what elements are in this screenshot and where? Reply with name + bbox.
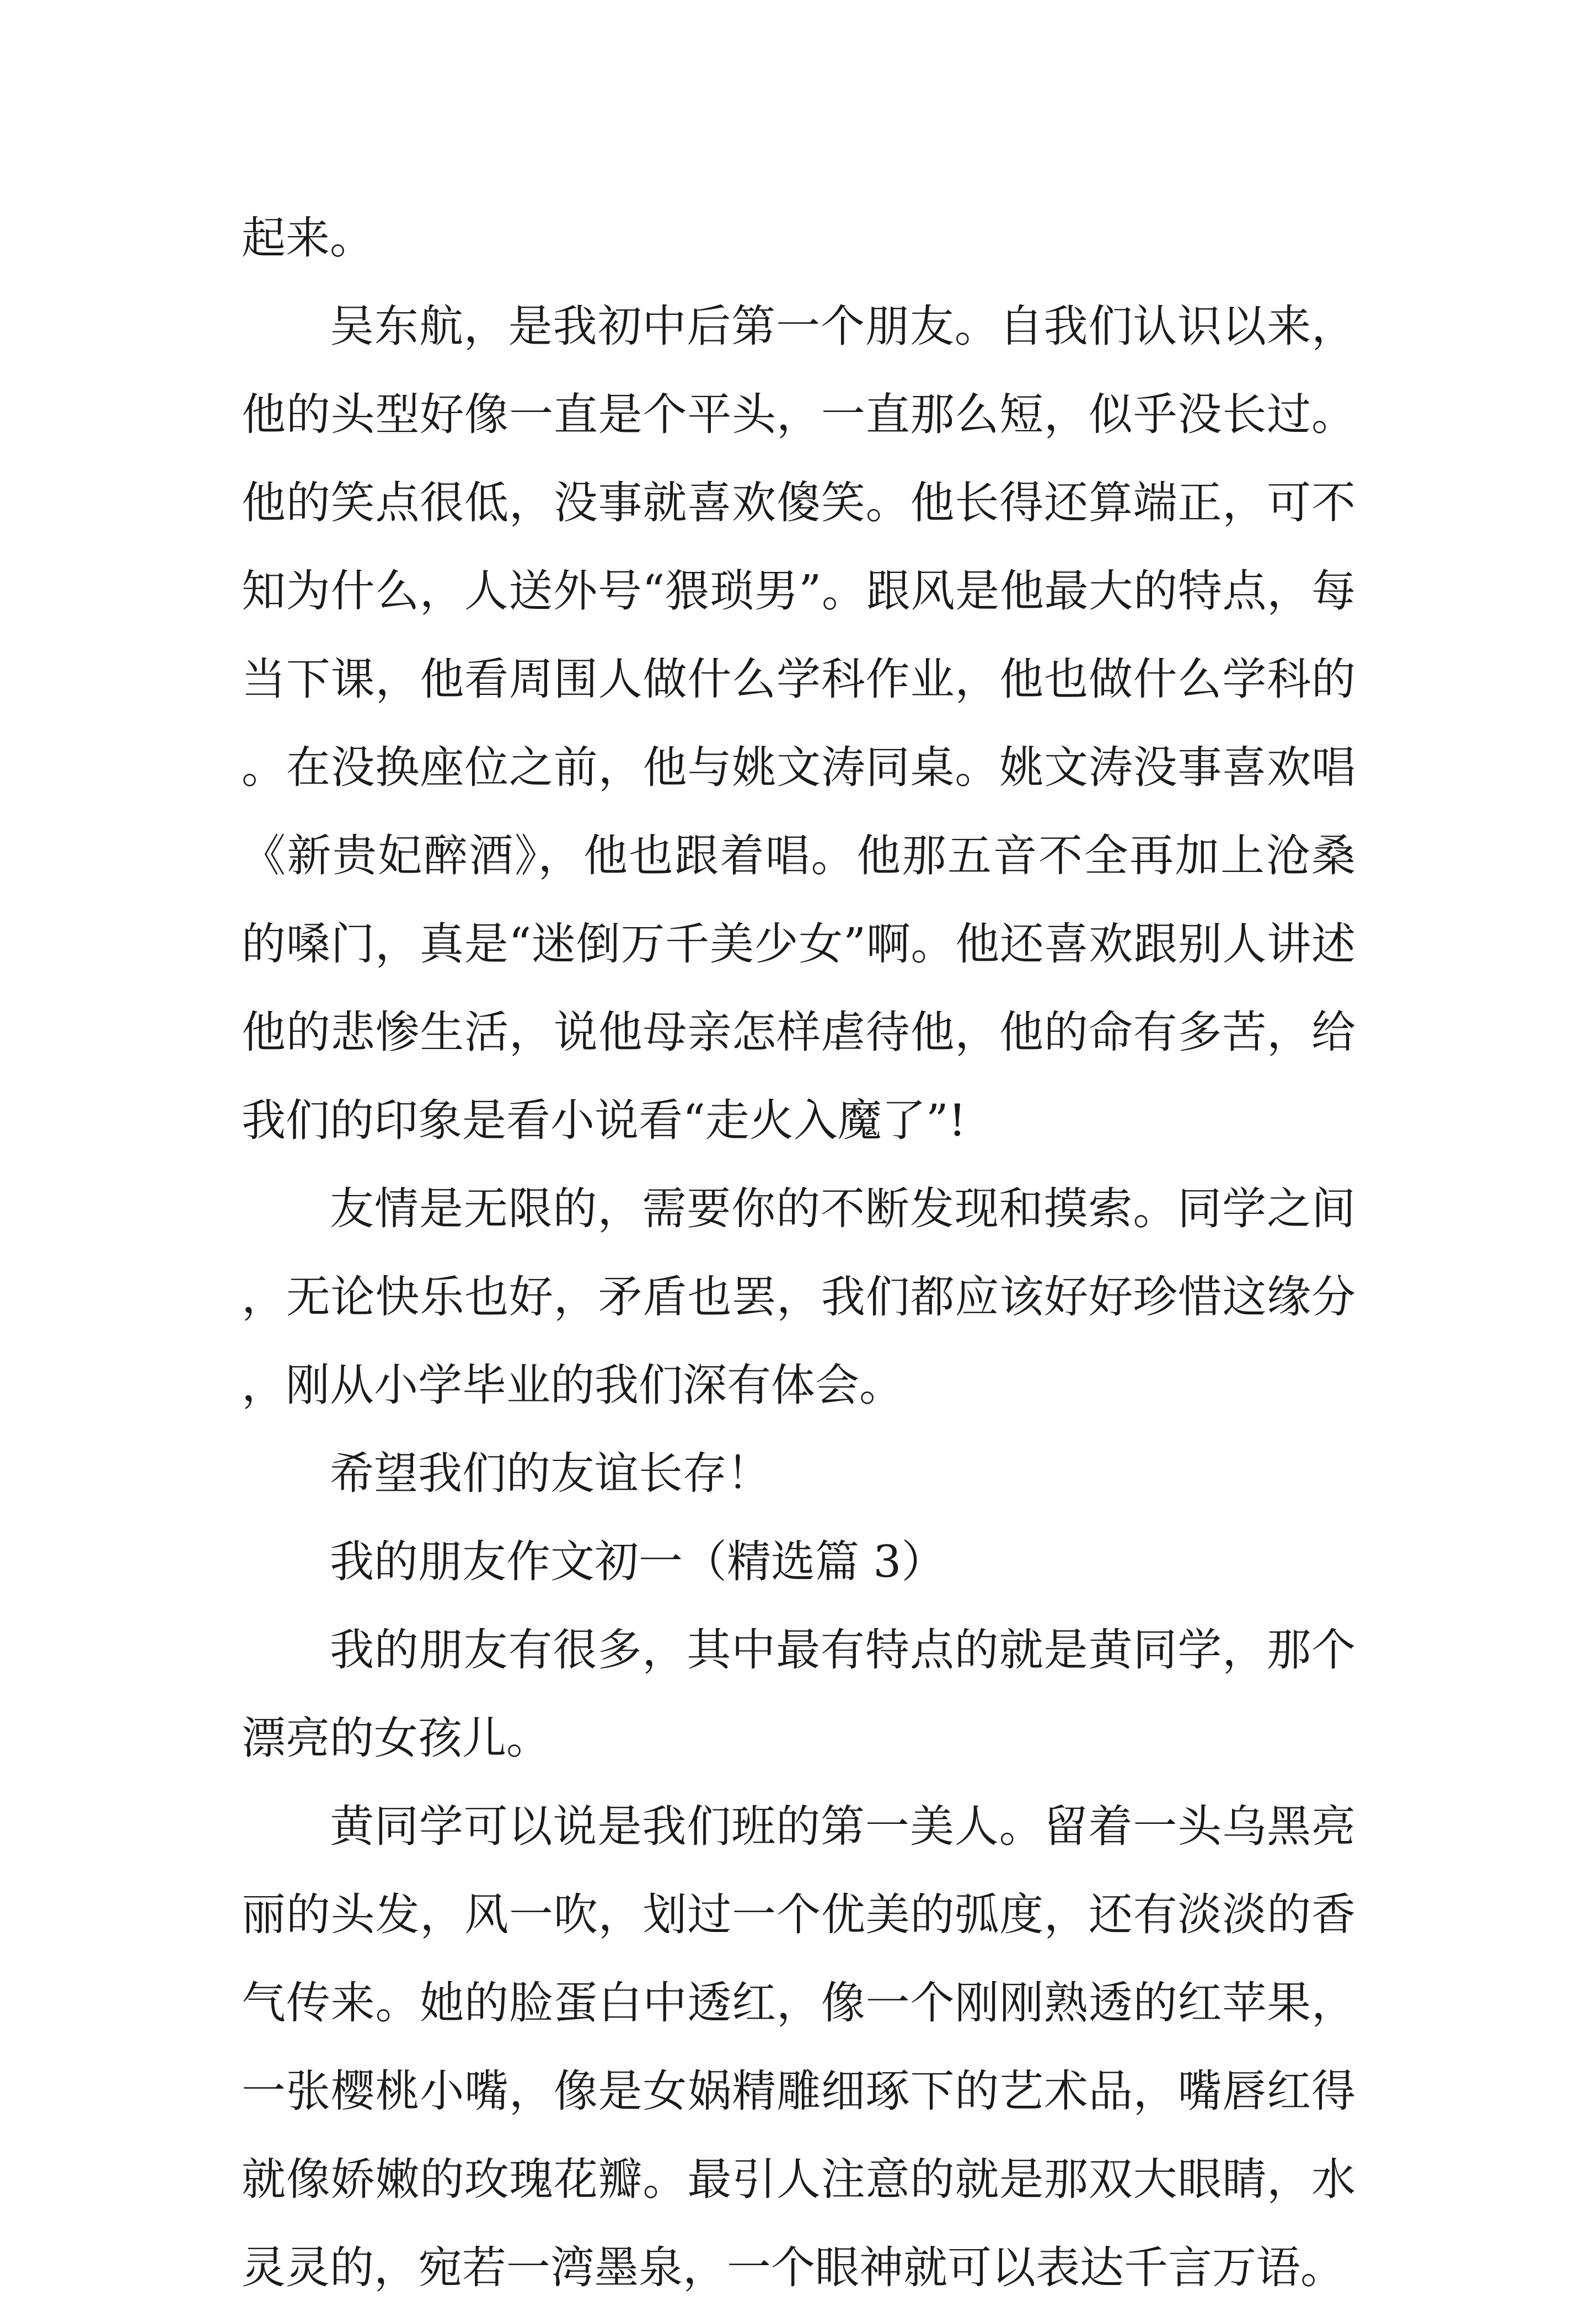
paragraph-4: 希望我们的友谊长存！ xyxy=(330,1448,771,1499)
document-body xyxy=(242,194,1356,2312)
paragraph-6: 黄同学可以说是我们班的第一美人。留着一头乌黑亮丽的头发，风一吹，划过一个优美的弧度，还有淡淡的香气传来。她的脸蛋白中透红，像一个刚刚熟透的红苹果，一张樱桃小嘴，像是女娲精雕细琢下的艺术品，嘴唇红得就像娇嫩的玫瑰花瓣。最引人注意的就是那双大眼睛，水灵灵的，宛若一湾墨泉，一个眼神就可以表达千言万语。 xyxy=(242,1801,1356,2293)
paragraph-3: 友情是无限的，需要你的不断发现和摸索。同学之间，无论快乐也好，矛盾也罢，我们都应该好好珍惜这缘分，刚从小学毕业的我们深有体会。 xyxy=(242,1183,1356,1411)
paragraph-5: 我的朋友有很多，其中最有特点的就是黄同学，那个漂亮的女孩儿。 xyxy=(242,1624,1356,1764)
section-heading: 我的朋友作文初一（精选篇 3） xyxy=(330,1536,946,1587)
paragraph-2: 吴东航，是我初中后第一个朋友。自我们认识以来，他的头型好像一直是个平头，一直那么短，似乎没长过。他的笑点很低，没事就喜欢傻笑。他长得还算端正，可不知为什么，人送外号“猥琐男”。跟风是他最大的特点，每当下课，他看周围人做什么学科作业，他也做什么学科的。在没换座位之前，他与姚文涛同桌。姚文涛没事喜欢唱《新贵妃醉酒》，他也跟着唱。他那五音不全再加上沧桑的嗓门，真是“迷倒万千美少女”啊。他还喜欢跟别人讲述他的悲惨生活，说他母亲怎样虐待他，他的命有多苦，给我们的印象是看小说看“走火入魔了”! xyxy=(242,301,1356,1146)
paragraph-1: 起来。 xyxy=(242,212,374,264)
